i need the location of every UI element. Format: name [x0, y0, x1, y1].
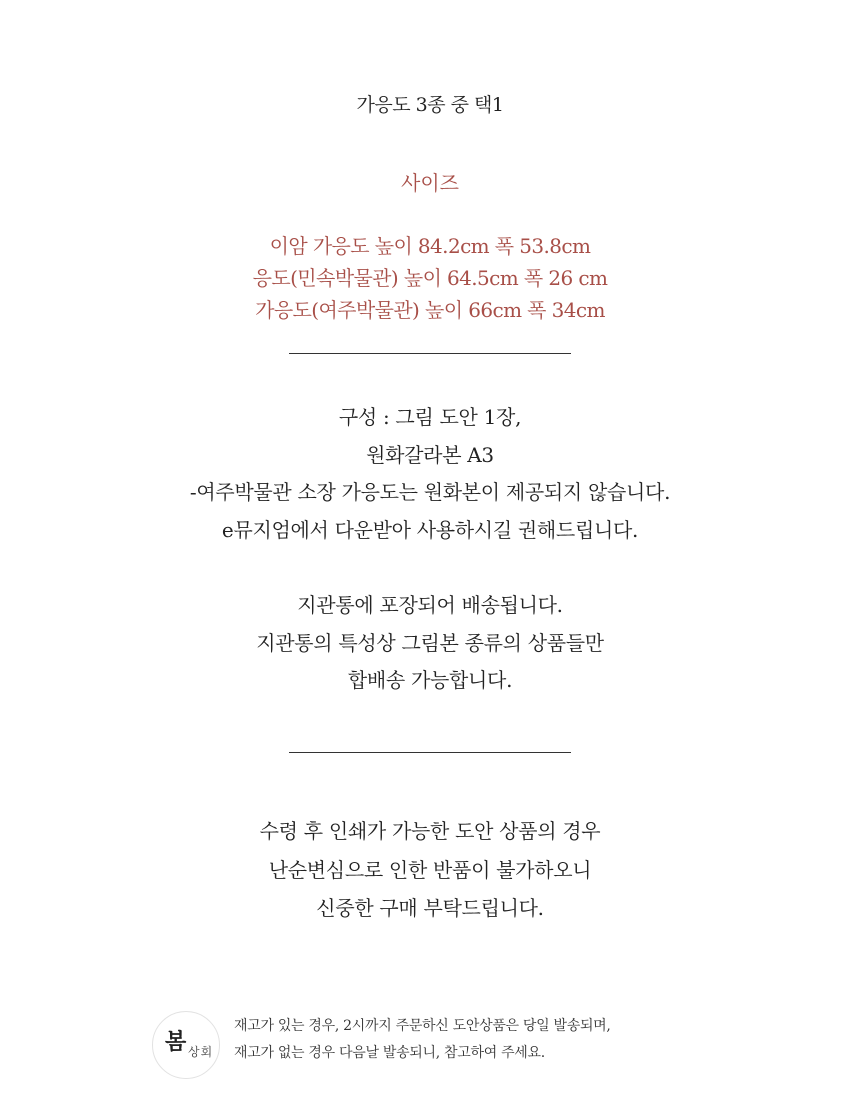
logo-main-text: 봄 — [165, 1029, 187, 1055]
notice-line: 신중한 구매 부탁드립니다. — [316, 896, 544, 920]
shipping-line: 합배송 가능합니다. — [347, 668, 513, 692]
size-item: 이암 가응도 높이 84.2cm 폭 53.8cm — [269, 234, 591, 258]
size-item: 응도(민속박물관) 높이 64.5cm 폭 26 cm — [252, 266, 608, 290]
divider — [289, 752, 571, 753]
notice-section — [0, 812, 860, 928]
size-heading: 사이즈 — [401, 171, 459, 195]
composition-line: -여주박물관 소장 가응도는 원화본이 제공되지 않습니다. — [189, 480, 671, 504]
composition-line: e뮤지엄에서 다운받아 사용하시길 권해드립니다. — [221, 517, 639, 542]
footer-line: 재고가 없는 경우 다음날 발송되니, 참고하여 주세요. — [234, 1045, 545, 1061]
notice-line: 난순변심으로 인한 반품이 불가하오니 — [268, 857, 592, 882]
notice-line: 수령 후 인쇄가 가능한 도안 상품의 경우 — [259, 819, 601, 843]
size-item: 가응도(여주박물관) 높이 66cm 폭 34cm — [255, 298, 605, 322]
shipping-section — [0, 587, 860, 700]
composition-line: 원화갈라본 A3 — [366, 442, 494, 467]
footer-line: 재고가 있는 경우, 2시까지 주문하신 도안상품은 당일 발송되며, — [234, 1018, 611, 1034]
logo-sub-text: 상회 — [188, 1045, 214, 1059]
composition-line: 구성 : 그림 도안 1장, — [338, 405, 522, 429]
shipping-line: 지관통의 특성상 그림본 종류의 상품들만 — [256, 630, 604, 655]
divider — [289, 353, 571, 354]
shipping-footer-note — [234, 1013, 611, 1067]
size-list — [0, 230, 860, 326]
shipping-line: 지관통에 포장되어 배송됩니다. — [297, 593, 563, 617]
shop-logo — [152, 1011, 220, 1079]
product-title: 가응도 3종 중 택1 — [356, 94, 504, 116]
composition-section — [0, 399, 860, 549]
